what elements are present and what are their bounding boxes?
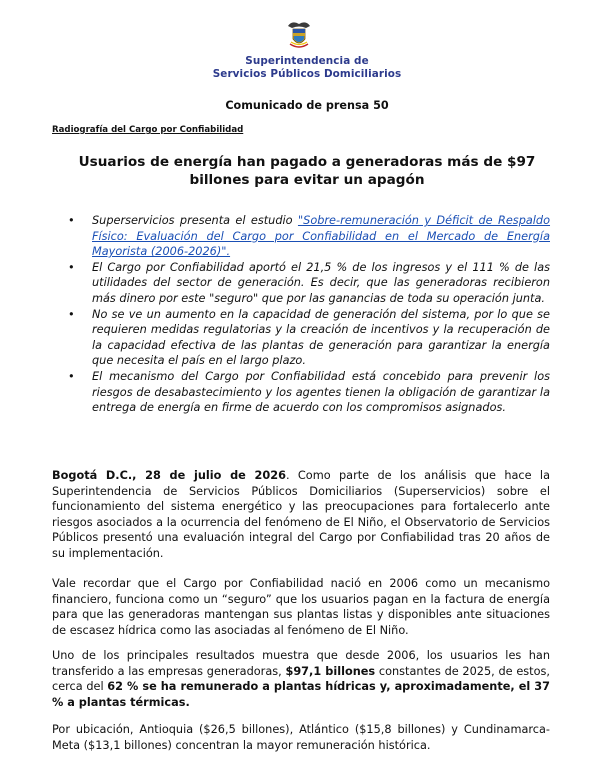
bullet-text: Superservicios presenta el estudio — [92, 214, 298, 227]
paragraph-location — [52, 722, 550, 753]
paragraph-intro — [52, 468, 550, 562]
share-highlight-end: . — [185, 695, 190, 709]
organization-name — [0, 55, 614, 81]
paragraph-results — [52, 648, 550, 710]
summary-bullets — [52, 213, 550, 416]
study-link[interactable]: "Sobre-remuneración y Déficit de Respaldo Físico: Evaluación del Cargo por Confiabilidad en el Mercado de Energía Mayorista (2006-2026)". — [92, 214, 551, 259]
share-highlight: 62 % se ha remunerado a plantas hídricas y, aproximadamente, el 37 % a plantas térmicas — [52, 680, 550, 709]
bullet-item — [52, 213, 550, 260]
coat-of-arms-icon — [286, 20, 312, 50]
bullet-text: No se ve un aumento en la capacidad de generación del sistema, por lo que se requieren medidas regulatorias y la creación de incentivos y la recuperación de la capacidad efectiva de las plantas de generación para garantizar la energía que necesita el país en el largo plazo. — [92, 307, 550, 368]
org-line-2: Servicios Públicos Domiciliarios — [212, 68, 402, 80]
bullet-item — [52, 369, 550, 416]
paragraph-text: Por ubicación, Antioquia ($26,5 billones), Atlántico ($15,8 billones) y Cundinamarca-Meta ($13,1 billones) concentran la mayor remuneración histórica. — [52, 723, 550, 752]
paragraph-text: Uno de los principales resultados muestra que desde 2006, los usuarios les han transferido a las empresas generadoras, — [52, 649, 550, 678]
bullet-item — [52, 307, 550, 369]
paragraph-text: Vale recordar que el Cargo por Confiabilidad nació en 2006 como un mecanismo financiero, funciona como un “seguro” que los usuarios pagan en la factura de energía para que las generadoras mantengan sus plantas listas y disponibles ante situaciones de escasez hídrica como las asociadas al fenómeno de El Niño. — [52, 577, 550, 637]
paragraph-text: . Como parte de los análisis que hace la Superintendencia de Servicios Públicos Domiciliarios (Superservicios) sobre el funcionamiento del sistema energético y las preocupaciones para fortalecerlo ante riesgos asociados a la ocurrencia del fenómeno de El Niño, el Observatorio de Servicios Públicos presentó una evaluación integral del Cargo por Confiabilidad tras 20 años de su implementación. — [52, 469, 550, 560]
headline: Usuarios de energía han pagado a generadoras más de $97 billones para evitar un apagón — [78, 154, 536, 188]
org-line-1: Superintendencia de — [245, 55, 369, 67]
dateline: Bogotá D.C., 28 de julio de 2026 — [52, 469, 286, 482]
press-release-number: Comunicado de prensa 50 — [225, 99, 389, 112]
bullet-text: El Cargo por Confiabilidad aportó el 21,5 % de los ingresos y el 111 % de las utilidades del sector de generación. Es decir, que las generadoras recibieron más dinero por este "seguro" que por las ganancias de toda su operación junta. — [92, 260, 550, 305]
section-title: Radiografía del Cargo por Confiabilidad — [52, 125, 244, 135]
bullet-text: El mecanismo del Cargo por Confiabilidad está concebido para prevenir los riesgos de desabastecimiento y los agentes tienen la obligación de garantizar la entrega de energía en firme de acuerdo con los compromisos asignados. — [92, 369, 550, 415]
bullet-dot: • — [68, 260, 75, 274]
bullet-dot: • — [68, 369, 75, 383]
amount-highlight: $97,1 billones — [285, 664, 376, 678]
paragraph-text: constantes de 2025, de estos, cerca del — [52, 664, 550, 694]
paragraph-background — [52, 576, 550, 638]
bullet-item — [52, 260, 550, 307]
bullet-dot: • — [68, 214, 75, 227]
bullet-dot: • — [68, 307, 75, 321]
